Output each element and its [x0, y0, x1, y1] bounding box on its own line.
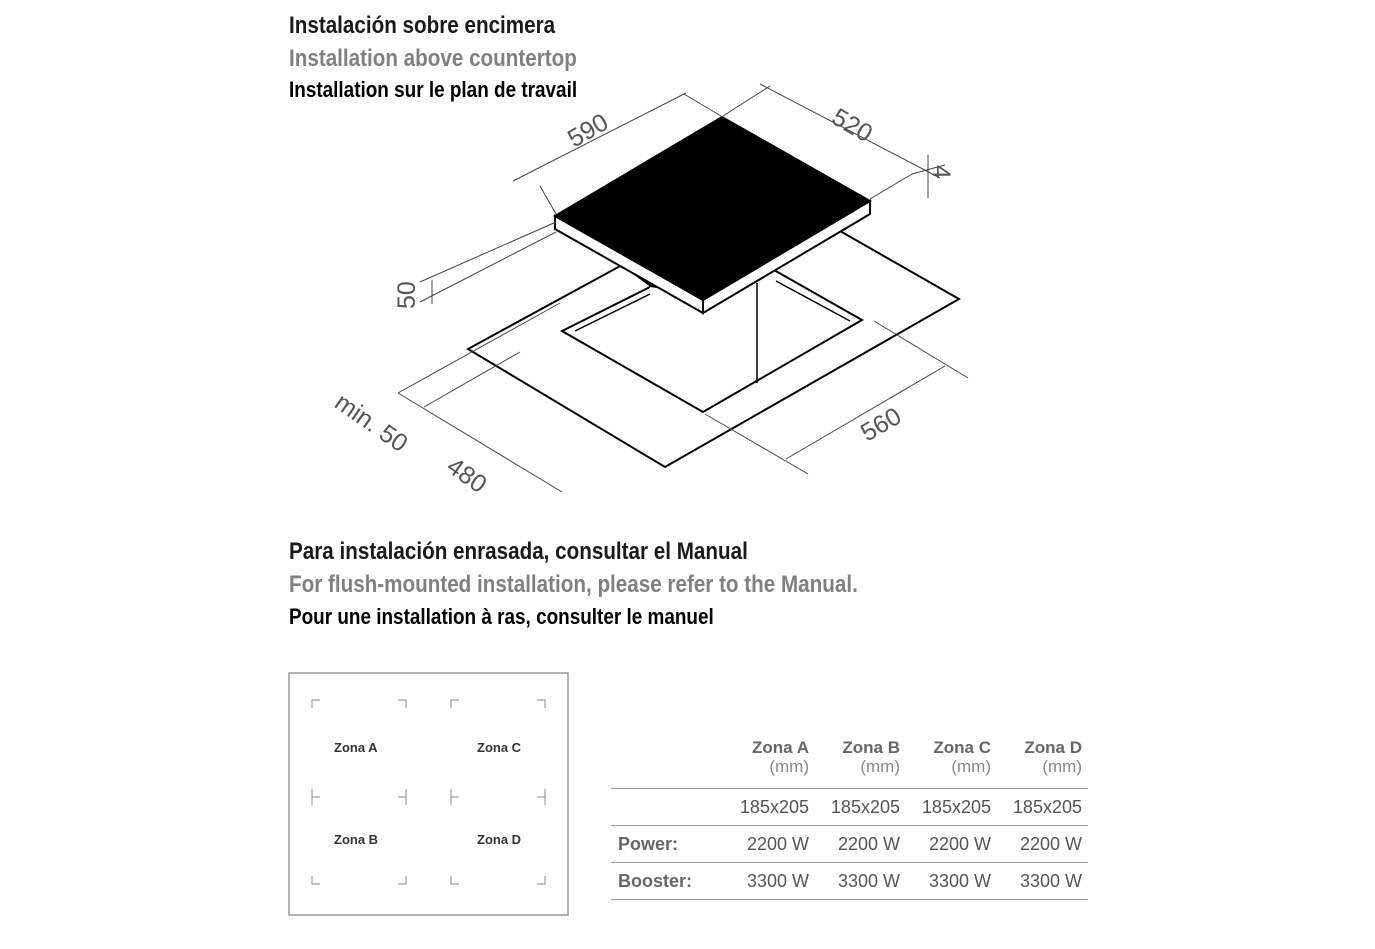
cutout-inner-edge: [575, 294, 650, 331]
heading-flush-fr: Pour une installation à ras, consulter le manuel: [289, 604, 714, 629]
table-row-power: [611, 826, 1088, 863]
dim-label-height: 50: [393, 281, 421, 309]
cell-value: 185x205: [906, 789, 997, 826]
zone-layout-frame: [289, 673, 568, 915]
heading-flush-en: For flush-mounted installation, please refer to the Manual.: [289, 571, 858, 598]
dim-ext-50-a: [420, 222, 556, 282]
cell-value: 185x205: [815, 789, 906, 826]
cell-value: 185x205: [724, 789, 815, 826]
dim-ext-560-b: [705, 414, 808, 474]
col-zona-c: Zona C (mm): [906, 738, 997, 789]
dim-ext-590-a: [540, 186, 556, 214]
dim-label-width: 590: [563, 108, 614, 154]
col-zona-b: Zona B (mm): [815, 738, 906, 789]
cell-value: 3300 W: [906, 863, 997, 900]
table-corner: [611, 738, 724, 789]
heading-install-en: Installation above countertop: [289, 45, 577, 72]
zone-a-label: Zona A: [334, 740, 378, 755]
cell-value: 2200 W: [906, 826, 997, 863]
dim-ext-590-b: [684, 94, 721, 116]
heading-install-es: Instalación sobre encimera: [289, 12, 556, 39]
table-row-size: [611, 789, 1088, 826]
zone-d-label: Zona D: [477, 832, 522, 847]
zone-b-label: Zona B: [334, 832, 379, 847]
col-zona-d: Zona D (mm): [997, 738, 1088, 789]
row-label: Booster:: [611, 863, 724, 900]
zone-layout: [288, 672, 570, 917]
dim-label-glass: 4: [927, 165, 955, 179]
dim-line-min50: [398, 303, 560, 393]
dim-label-min-gap: min. 50: [329, 387, 413, 458]
cell-value: 185x205: [997, 789, 1088, 826]
table-header-row: [611, 738, 1088, 789]
cell-value: 2200 W: [724, 826, 815, 863]
cutout-inner-edge-right: [776, 281, 850, 321]
zone-c-label: Zona C: [477, 740, 522, 755]
heading-flush-es: Para instalación enrasada, consultar el Manual: [289, 538, 748, 565]
dim-ext-520-b: [870, 174, 912, 199]
row-label: [611, 789, 724, 826]
cell-value: 3300 W: [815, 863, 906, 900]
zone-spec-table: [611, 738, 1088, 900]
col-zona-a: Zona A (mm): [724, 738, 815, 789]
cell-value: 2200 W: [997, 826, 1088, 863]
dim-label-cut-width: 560: [856, 402, 907, 448]
cell-value: 2200 W: [815, 826, 906, 863]
hob-glass-top: [555, 117, 870, 300]
dim-ext-50-b: [420, 232, 556, 302]
dim-label-depth: 520: [827, 102, 878, 149]
dim-label-cut-depth: 480: [441, 451, 492, 499]
table-row-booster: [611, 863, 1088, 900]
dim-ext-560-a: [874, 321, 968, 378]
row-label: Power:: [611, 826, 724, 863]
heading-install-fr: Installation sur le plan de travail: [289, 77, 578, 102]
dim-ext-520-a: [723, 86, 770, 116]
dim-ext-480: [424, 352, 520, 407]
dim-line-560: [786, 366, 945, 459]
cell-value: 3300 W: [724, 863, 815, 900]
cell-value: 3300 W: [997, 863, 1088, 900]
